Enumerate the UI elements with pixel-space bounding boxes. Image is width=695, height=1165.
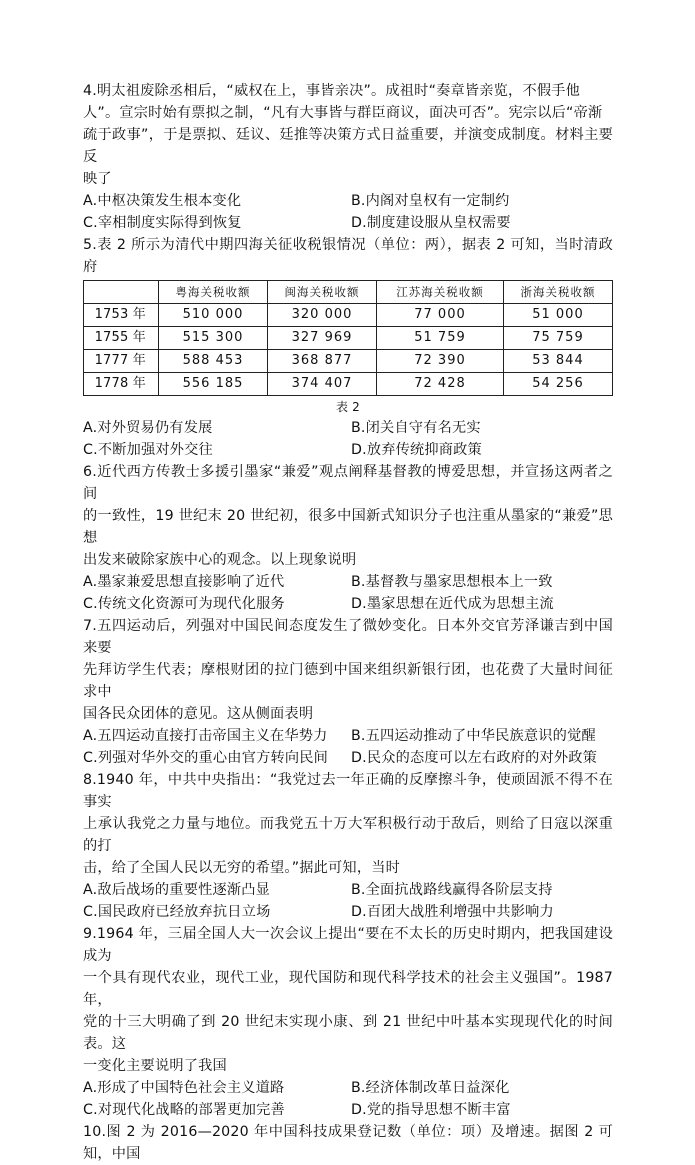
table-caption: 表 2: [335, 400, 361, 414]
question-9: [83, 923, 613, 1121]
question-8-line: 8.1940 年，中共中央指出：“我党过去一年正确的反摩擦斗争，使顽固派不得不在事实: [83, 772, 613, 810]
option-d[interactable]: D.放弃传统抑商政策: [351, 442, 482, 458]
option-a[interactable]: A.墨家兼爱思想直接影响了近代: [83, 574, 285, 590]
question-9-line: 一个具有现代农业，现代工业，现代国防和现代科学技术的社会主义强国”。1987 年，: [83, 970, 613, 1008]
table-cell: 54 256: [503, 373, 612, 396]
exam-content: [83, 80, 613, 1165]
option-a[interactable]: A.形成了中国特色社会主义道路: [83, 1080, 285, 1096]
question-7-options: [83, 725, 613, 769]
option-d[interactable]: D.墨家思想在近代成为思想主流: [351, 596, 554, 612]
option-b[interactable]: B.基督教与墨家思想根本上一致: [351, 574, 553, 590]
table-cell: 515 300: [159, 327, 268, 350]
question-4-line: 4.明太祖废除丞相后，“威权在上，事皆亲决”。成祖时“奏章皆亲览，不假手他: [83, 83, 580, 99]
table-cell: 72 390: [377, 350, 504, 373]
table-cell-year: 1777 年: [84, 350, 159, 373]
question-6-options: [83, 571, 613, 615]
option-b[interactable]: B.闭关自守有名无实: [351, 420, 481, 436]
question-8-line: 击，给了全国人民以无穷的希望。”据此可知，当时: [83, 860, 400, 876]
option-b[interactable]: B.经济体制改革日益深化: [351, 1080, 510, 1096]
option-a[interactable]: A.敌后战场的重要性逐渐凸显: [83, 882, 271, 898]
question-9-options: [83, 1077, 613, 1121]
table-cell: 588 453: [159, 350, 268, 373]
option-c[interactable]: C.对现代化战略的部署更加完善: [83, 1102, 285, 1118]
question-5-options: [83, 417, 613, 461]
question-5: [83, 234, 613, 461]
table-cell: 510 000: [159, 304, 268, 327]
table-cell-year: 1753 年: [84, 304, 159, 327]
table-row: [84, 373, 613, 396]
question-7-line: 先拜访学生代表；摩根财团的拉门德到中国来组织新银行团，也花费了大量时间征求中: [83, 662, 613, 700]
table-cell-year: 1755 年: [84, 327, 159, 350]
option-c[interactable]: C.传统文化资源可为现代化服务: [83, 596, 285, 612]
table-cell: 320 000: [268, 304, 377, 327]
table-cell: 51 000: [503, 304, 612, 327]
tax-table: [83, 280, 613, 396]
question-4-options: [83, 190, 613, 234]
option-d[interactable]: D.百团大战胜利增强中共影响力: [351, 904, 554, 920]
table-cell: 77 000: [377, 304, 504, 327]
option-a[interactable]: A.五四运动直接打击帝国主义在华势力: [83, 728, 328, 744]
question-8-line: 上承认我党之力量与地位。而我党五十万大军积极行动于敌后，则给了日寇以深重的打: [83, 816, 613, 854]
table-header-cell: 粤海关税收额: [159, 281, 268, 304]
question-4: [83, 80, 613, 234]
table-cell: 374 407: [268, 373, 377, 396]
option-d[interactable]: D.党的指导思想不断丰富: [351, 1102, 511, 1118]
table-row: [84, 327, 613, 350]
option-b[interactable]: B.五四运动推动了中华民族意识的觉醒: [351, 728, 596, 744]
table-cell: 368 877: [268, 350, 377, 373]
table-cell: 75 759: [503, 327, 612, 350]
option-c[interactable]: C.不断加强对外交往: [83, 442, 213, 458]
option-a[interactable]: A.中枢决策发生根本变化: [83, 193, 242, 209]
option-d[interactable]: D.制度建设服从皇权需要: [351, 215, 511, 231]
question-9-line: 一变化主要说明了我国: [83, 1058, 227, 1074]
table-cell-year: 1778 年: [84, 373, 159, 396]
question-7: [83, 615, 613, 769]
table-cell: 327 969: [268, 327, 377, 350]
table-header-cell: 江苏海关税收额: [377, 281, 504, 304]
table-row: [84, 304, 613, 327]
question-4-line: 映了: [83, 171, 112, 187]
option-c[interactable]: C.宰相制度实际得到恢复: [83, 215, 242, 231]
question-6: [83, 461, 613, 615]
question-7-line: 国各民众团体的意见。这从侧面表明: [83, 706, 314, 722]
question-6-line: 6.近代西方传教士多援引墨家“兼爱”观点阐释基督教的博爱思想，并宣扬这两者之间: [83, 464, 613, 502]
table-header-cell: [84, 281, 159, 304]
option-a[interactable]: A.对外贸易仍有发展: [83, 420, 213, 436]
question-4-line: 人”。宣宗时始有票拟之制，“凡有大事皆与群臣商议，面决可否”。宪宗以后“帝渐: [83, 105, 603, 121]
question-9-line: 9.1964 年，三届全国人大一次会议上提出“要在不太长的历史时期内，把我国建设成为: [83, 926, 613, 964]
option-b[interactable]: B.全面抗战路线赢得各阶层支持: [351, 882, 553, 898]
question-10: [83, 1121, 613, 1165]
option-b[interactable]: B.内阁对皇权有一定制约: [351, 193, 510, 209]
table-cell: 51 759: [377, 327, 504, 350]
question-8-options: [83, 879, 613, 923]
option-c[interactable]: C.国民政府已经放弃抗日立场: [83, 904, 271, 920]
question-7-line: 7.五四运动后，列强对中国民间态度发生了微妙变化。日本外交官芳泽谦吉到中国来要: [83, 618, 613, 656]
question-8: [83, 769, 613, 923]
question-6-line: 出发来破除家族中心的观念。以上现象说明: [83, 552, 357, 568]
question-10-line: 10.图 2 为 2016—2020 年中国科技成果登记数（单位：项）及增速。据图 2 可知，中国: [83, 1124, 613, 1162]
table-cell: 53 844: [503, 350, 612, 373]
option-c[interactable]: C.列强对华外交的重心由官方转向民间: [83, 750, 329, 766]
table-header-cell: 浙海关税收额: [503, 281, 612, 304]
question-5-line: 5.表 2 所示为清代中期四海关征收税银情况（单位：两），据表 2 可知，当时清政府: [83, 237, 613, 275]
question-6-line: 的一致性，19 世纪末 20 世纪初，很多中国新式知识分子也注重从墨家的“兼爱”思想: [83, 508, 613, 546]
table-header-row: [84, 281, 613, 304]
table-header-cell: 闽海关税收额: [268, 281, 377, 304]
question-4-line: 疏于政事”，于是票拟、廷议、廷推等决策方式日益重要，并演变成制度。材料主要反: [83, 127, 613, 165]
table-cell: 556 185: [159, 373, 268, 396]
table-row: [84, 350, 613, 373]
table-cell: 72 428: [377, 373, 504, 396]
question-9-line: 党的十三大明确了到 20 世纪末实现小康、到 21 世纪中叶基本实现现代化的时间表。这: [83, 1014, 613, 1052]
option-d[interactable]: D.民众的态度可以左右政府的对外政策: [351, 750, 598, 766]
